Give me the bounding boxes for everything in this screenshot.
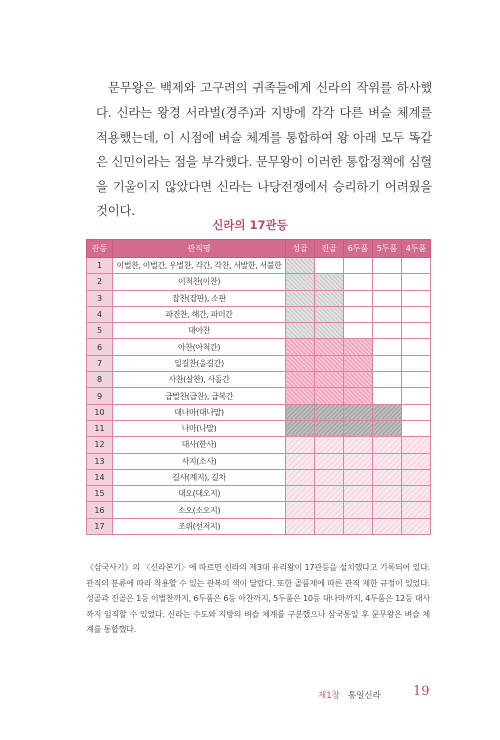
eligibility-cell [315,258,344,274]
rank-title-name: 소오(소오지) [113,502,286,518]
table-row [87,420,431,436]
footer-section: 통일신라 [348,691,381,701]
eligibility-cell [286,469,315,485]
rank-title-name: 대오(대오지) [113,486,286,502]
eligibility-cell [286,372,315,388]
eligibility-cell [402,437,431,453]
table-caption: 《삼국사기》의 〈신라본기〉에 따르면 신라의 제3대 유리왕이 17관등을 설치했다고 기록되어 있다. 관직의 분류에 따라 착용할 수 있는 관복의 색이 달랐다. 또한 골품제에 따른 관직 제한 규정이 있었다. 성골과 진골은 1등 이벌찬까지, 6두품은 6등 아찬까지, 5두품은 10등 대나마까지, 4두품은 12등 대사까지 임직할 수 있었다. 신라는 수도와 지방의 벼슬 체계를 구분했으나 삼국통일 후 문무왕은 벼슬 체계를 통합했다. [86,562,430,635]
eligibility-cell [315,404,344,420]
rank-title-name: 일길찬(을길간) [113,355,286,371]
eligibility-cell [402,355,431,371]
footer-chapter: 제1장 [318,691,340,701]
eligibility-cell [373,502,402,518]
eligibility-cell [373,404,402,420]
eligibility-cell [286,388,315,404]
eligibility-cell [373,469,402,485]
eligibility-cell [402,486,431,502]
eligibility-cell [344,388,373,404]
eligibility-cell [402,274,431,290]
eligibility-cell [344,437,373,453]
eligibility-cell [402,420,431,436]
header-title: 관직명 [113,240,286,258]
eligibility-cell [402,339,431,355]
eligibility-cell [286,290,315,306]
header-4dupum: 4두품 [402,240,431,258]
rank-title-name: 파진찬, 해간, 파미간 [113,306,286,322]
eligibility-cell [344,404,373,420]
eligibility-cell [373,258,402,274]
rank-title-name: 잡찬(잡판), 소판 [113,290,286,306]
rank-number: 3 [87,290,113,306]
eligibility-cell [315,274,344,290]
table-row [87,306,431,322]
eligibility-cell [315,486,344,502]
eligibility-cell [344,258,373,274]
eligibility-cell [402,469,431,485]
eligibility-cell [402,404,431,420]
rank-number: 8 [87,372,113,388]
rank-number: 10 [87,404,113,420]
eligibility-cell [315,518,344,534]
eligibility-cell [315,469,344,485]
eligibility-cell [402,323,431,339]
eligibility-cell [402,518,431,534]
eligibility-cell [315,290,344,306]
table-row [87,388,431,404]
eligibility-cell [286,404,315,420]
header-rank: 관등 [87,240,113,258]
eligibility-cell [373,420,402,436]
eligibility-cell [344,518,373,534]
table-row [87,453,431,469]
eligibility-cell [286,323,315,339]
eligibility-cell [373,372,402,388]
eligibility-cell [402,258,431,274]
eligibility-cell [344,290,373,306]
eligibility-cell [373,388,402,404]
rank-number: 17 [87,518,113,534]
rank-title-name: 사찬(살찬), 사돌간 [113,372,286,388]
eligibility-cell [373,290,402,306]
eligibility-cell [315,339,344,355]
eligibility-cell [315,388,344,404]
table-row [87,502,431,518]
eligibility-cell [344,274,373,290]
rank-title-name: 아찬(아척간) [113,339,286,355]
eligibility-cell [344,469,373,485]
rank-title-name: 급벌찬(급찬), 급복간 [113,388,286,404]
rank-number: 13 [87,453,113,469]
eligibility-cell [373,355,402,371]
rank-title-name: 사지(소사) [113,453,286,469]
eligibility-cell [286,339,315,355]
rank-number: 11 [87,420,113,436]
eligibility-cell [373,453,402,469]
eligibility-cell [344,486,373,502]
eligibility-cell [315,306,344,322]
body-paragraph: 문무왕은 백제와 고구려의 귀족들에게 신라의 작위를 하사했다. 신라는 왕경 서라벌(경주)과 지방에 각각 다른 벼슬 체계를 적용했는데, 이 시점에 벼슬 체계를 통합하여 왕 아래 모두 똑같은 신민이라는 점을 부각했다. 문무왕이 이러한 통합정책에 심혈을 기울이지 않았다면 신라는 나당전쟁에서 승리하기 어려웠을 것이다. [96,80,432,219]
eligibility-cell [286,453,315,469]
rank-number: 12 [87,437,113,453]
eligibility-cell [373,323,402,339]
eligibility-cell [315,355,344,371]
rank-title-name: 대아찬 [113,323,286,339]
rank-number: 6 [87,339,113,355]
eligibility-cell [286,502,315,518]
table-row [87,290,431,306]
eligibility-cell [373,274,402,290]
rank-title-name: 나마(나말) [113,420,286,436]
table-row [87,518,431,534]
table-row [87,355,431,371]
eligibility-cell [286,518,315,534]
header-5dupum: 5두품 [373,240,402,258]
header-6dupum: 6두품 [344,240,373,258]
eligibility-cell [402,372,431,388]
rank-title-name: 길사(계지), 길차 [113,469,286,485]
eligibility-cell [315,372,344,388]
eligibility-cell [402,453,431,469]
eligibility-cell [402,306,431,322]
eligibility-cell [344,453,373,469]
table-row [87,372,431,388]
eligibility-cell [315,453,344,469]
table-row [87,437,431,453]
eligibility-cell [344,420,373,436]
table-row [87,404,431,420]
rank-number: 2 [87,274,113,290]
rank-number: 4 [87,306,113,322]
eligibility-cell [344,502,373,518]
eligibility-cell [286,274,315,290]
rank-title-name: 대나마(대나말) [113,404,286,420]
eligibility-cell [315,420,344,436]
rank-number: 14 [87,469,113,485]
header-seonggol: 성골 [286,240,315,258]
eligibility-cell [344,323,373,339]
header-jingol: 진골 [315,240,344,258]
eligibility-cell [286,486,315,502]
eligibility-cell [286,258,315,274]
eligibility-cell [373,437,402,453]
table-title: 신라의 17관등 [212,218,288,232]
eligibility-cell [373,486,402,502]
rank-title-name: 조위(선저지) [113,518,286,534]
table-row [87,274,431,290]
rank-number: 7 [87,355,113,371]
page-number: 19 [413,684,430,699]
eligibility-cell [344,306,373,322]
eligibility-cell [402,502,431,518]
table-row [87,323,431,339]
table-row [87,469,431,485]
eligibility-cell [373,306,402,322]
rank-number: 9 [87,388,113,404]
rank-number: 1 [87,258,113,274]
table-row [87,486,431,502]
eligibility-cell [344,355,373,371]
table-row [87,258,431,274]
eligibility-cell [286,306,315,322]
rank-title-name: 이벌찬, 이벌간, 우벌찬, 각간, 각찬, 서발한, 서불한 [113,258,286,274]
eligibility-cell [402,290,431,306]
rank-title-name: 대사(한사) [113,437,286,453]
eligibility-cell [344,372,373,388]
eligibility-cell [373,518,402,534]
eligibility-cell [373,339,402,355]
eligibility-cell [315,502,344,518]
eligibility-cell [344,339,373,355]
eligibility-cell [286,420,315,436]
table-header-row [87,240,431,258]
eligibility-cell [402,388,431,404]
rank-number: 15 [87,486,113,502]
eligibility-cell [286,355,315,371]
eligibility-cell [315,323,344,339]
rank-title-name: 이척찬(이찬) [113,274,286,290]
rank-number: 16 [87,502,113,518]
rank-table [86,239,431,535]
table-row [87,339,431,355]
rank-number: 5 [87,323,113,339]
eligibility-cell [286,437,315,453]
eligibility-cell [315,437,344,453]
